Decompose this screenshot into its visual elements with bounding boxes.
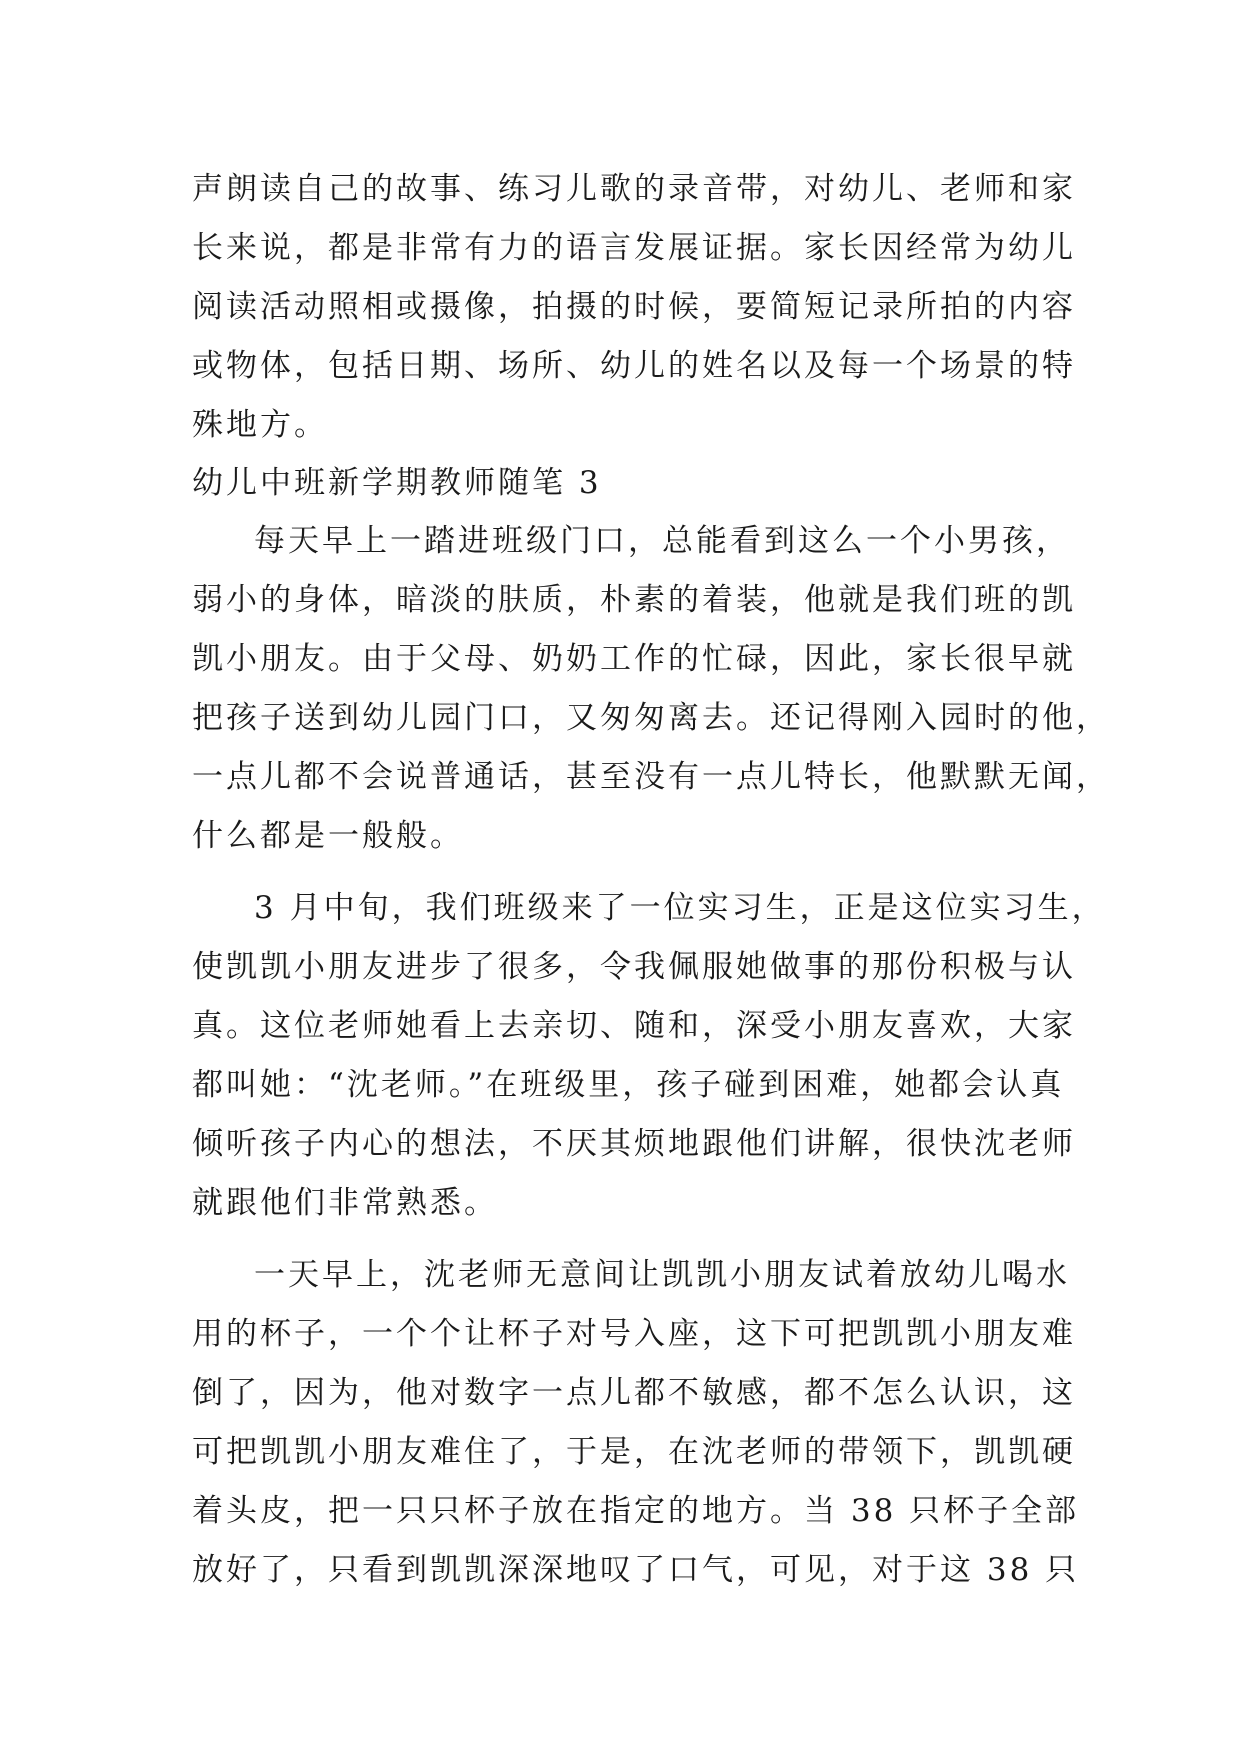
text-line: 3 月中旬，我们班级来了一位实习生，正是这位实习生， bbox=[254, 890, 1106, 926]
text-line: 殊地方。 bbox=[192, 407, 328, 443]
paragraph-1 bbox=[192, 512, 1110, 866]
paragraph-continuation bbox=[192, 160, 1076, 455]
paragraph-2 bbox=[192, 879, 1106, 1233]
text-line: 都叫她：“沈老师。”在班级里，孩子碰到困难，她都会认真 bbox=[192, 1067, 1065, 1103]
text-line: 倒了，因为，他对数字一点儿都不敏感，都不怎么认识，这 bbox=[192, 1375, 1076, 1411]
text-line: 着头皮，把一只只杯子放在指定的地方。当 38 只杯子全部 bbox=[192, 1493, 1080, 1529]
text-line: 放好了，只看到凯凯深深地叹了口气，可见，对于这 38 只 bbox=[192, 1552, 1080, 1588]
text-line: 一点儿都不会说普通话，甚至没有一点儿特长，他默默无闻， bbox=[192, 759, 1110, 795]
text-line: 可把凯凯小朋友难住了，于是，在沈老师的带领下，凯凯硬 bbox=[192, 1434, 1076, 1470]
text-line: 长来说，都是非常有力的语言发展证据。家长因经常为幼儿 bbox=[192, 230, 1076, 266]
paragraph-3 bbox=[192, 1246, 1080, 1600]
text-line: 把孩子送到幼儿园门口，又匆匆离去。还记得刚入园时的他， bbox=[192, 700, 1110, 736]
text-line: 什么都是一般般。 bbox=[192, 818, 464, 854]
text-line: 一天早上，沈老师无意间让凯凯小朋友试着放幼儿喝水 bbox=[254, 1257, 1070, 1293]
text-line: 用的杯子，一个个让杯子对号入座，这下可把凯凯小朋友难 bbox=[192, 1316, 1076, 1352]
text-line: 声朗读自己的故事、练习儿歌的录音带，对幼儿、老师和家 bbox=[192, 171, 1076, 207]
text-line: 弱小的身体，暗淡的肤质，朴素的着装，他就是我们班的凯 bbox=[192, 582, 1076, 618]
text-line: 使凯凯小朋友进步了很多，令我佩服她做事的那份积极与认 bbox=[192, 949, 1076, 985]
text-line: 阅读活动照相或摄像，拍摄的时候，要简短记录所拍的内容 bbox=[192, 289, 1076, 325]
text-line: 或物体，包括日期、场所、幼儿的姓名以及每一个场景的特 bbox=[192, 348, 1076, 384]
text-line: 倾听孩子内心的想法，不厌其烦地跟他们讲解，很快沈老师 bbox=[192, 1126, 1076, 1162]
section-title: 幼儿中班新学期教师随笔 3 bbox=[192, 465, 602, 501]
text-line: 就跟他们非常熟悉。 bbox=[192, 1185, 498, 1221]
document-body bbox=[192, 160, 1110, 1600]
text-line: 真。这位老师她看上去亲切、随和，深受小朋友喜欢，大家 bbox=[192, 1008, 1076, 1044]
text-line: 凯小朋友。由于父母、奶奶工作的忙碌，因此，家长很早就 bbox=[192, 641, 1076, 677]
text-line: 每天早上一踏进班级门口，总能看到这么一个小男孩， bbox=[254, 523, 1070, 559]
